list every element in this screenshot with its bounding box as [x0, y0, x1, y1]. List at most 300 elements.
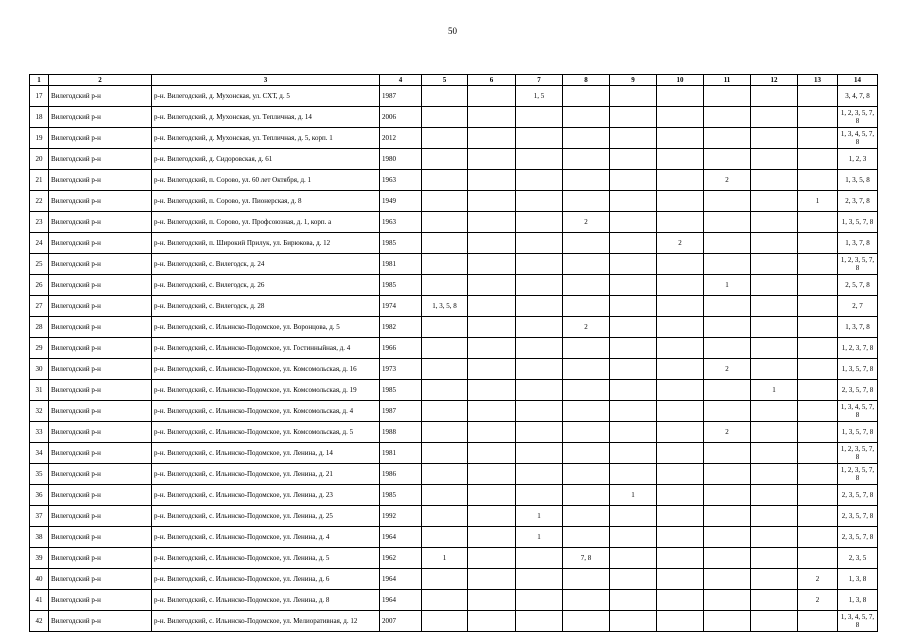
cell-col-12 — [751, 590, 798, 611]
cell-col-12 — [751, 569, 798, 590]
cell-district: Вилегодский р-н — [49, 275, 152, 296]
cell-col-13 — [798, 401, 838, 422]
cell-col-14: 1, 2, 3, 5, 7, 8 — [838, 107, 878, 128]
column-header: 12 — [751, 75, 798, 86]
cell-col-9 — [610, 548, 657, 569]
cell-col-10 — [657, 296, 704, 317]
cell-col-14: 1, 2, 3 — [838, 149, 878, 170]
cell-col-14: 1, 2, 3, 5, 7, 8 — [838, 254, 878, 275]
cell-col-10 — [657, 464, 704, 485]
cell-col-8 — [563, 527, 610, 548]
cell-col-5 — [422, 338, 468, 359]
cell-col-11 — [704, 527, 751, 548]
column-header: 3 — [152, 75, 380, 86]
cell-col-13 — [798, 128, 838, 149]
cell-col-12 — [751, 317, 798, 338]
cell-col-12 — [751, 107, 798, 128]
cell-col-12 — [751, 359, 798, 380]
cell-col-9 — [610, 443, 657, 464]
cell-col-8 — [563, 443, 610, 464]
cell-col-9 — [610, 527, 657, 548]
cell-col-12 — [751, 191, 798, 212]
table-row — [30, 128, 878, 149]
cell-col-7 — [516, 149, 563, 170]
cell-address: р-н. Вилегодский, п. Широкий Прилук, ул. Бирюкова, д. 12 — [152, 233, 380, 254]
cell-col-13 — [798, 338, 838, 359]
cell-col-6 — [468, 359, 516, 380]
cell-district: Вилегодский р-н — [49, 107, 152, 128]
cell-col-5 — [422, 611, 468, 632]
table-body — [30, 86, 878, 632]
cell-col-12 — [751, 254, 798, 275]
cell-col-9 — [610, 149, 657, 170]
cell-col-6 — [468, 506, 516, 527]
cell-col-14: 2, 3, 5, 7, 8 — [838, 506, 878, 527]
cell-col-9 — [610, 506, 657, 527]
cell-col-11 — [704, 590, 751, 611]
table-row — [30, 422, 878, 443]
cell-col-7: 1, 5 — [516, 86, 563, 107]
cell-district: Вилегодский р-н — [49, 569, 152, 590]
cell-col-12 — [751, 86, 798, 107]
cell-col-11 — [704, 548, 751, 569]
cell-col-8 — [563, 506, 610, 527]
column-header: 5 — [422, 75, 468, 86]
table-row — [30, 338, 878, 359]
cell-year: 1963 — [380, 170, 422, 191]
cell-col-13 — [798, 485, 838, 506]
cell-col-7 — [516, 233, 563, 254]
cell-col-7 — [516, 401, 563, 422]
column-header: 4 — [380, 75, 422, 86]
cell-col-6 — [468, 443, 516, 464]
cell-col-9 — [610, 422, 657, 443]
cell-col-9 — [610, 569, 657, 590]
cell-district: Вилегодский р-н — [49, 422, 152, 443]
cell-year: 1949 — [380, 191, 422, 212]
cell-col-8 — [563, 590, 610, 611]
cell-col-6 — [468, 590, 516, 611]
cell-col-6 — [468, 380, 516, 401]
cell-col-7 — [516, 464, 563, 485]
cell-col-5 — [422, 149, 468, 170]
cell-district: Вилегодский р-н — [49, 317, 152, 338]
cell-col-8: 7, 8 — [563, 548, 610, 569]
column-header: 10 — [657, 75, 704, 86]
cell-col-8: 2 — [563, 317, 610, 338]
cell-year: 1985 — [380, 233, 422, 254]
table-row — [30, 569, 878, 590]
cell-col-13 — [798, 380, 838, 401]
cell-col-9: 1 — [610, 485, 657, 506]
cell-year: 1966 — [380, 338, 422, 359]
table-row — [30, 464, 878, 485]
cell-col-13: 1 — [798, 191, 838, 212]
cell-address: р-н. Вилегодский, с. Ильинско-Подомское, ул. Комсомольская, д. 4 — [152, 401, 380, 422]
cell-row-number: 34 — [30, 443, 49, 464]
cell-col-11 — [704, 254, 751, 275]
cell-col-14: 2, 5, 7, 8 — [838, 275, 878, 296]
column-header: 9 — [610, 75, 657, 86]
cell-row-number: 18 — [30, 107, 49, 128]
cell-col-12 — [751, 443, 798, 464]
cell-col-9 — [610, 233, 657, 254]
cell-col-14: 1, 3, 4, 5, 7, 8 — [838, 401, 878, 422]
cell-district: Вилегодский р-н — [49, 548, 152, 569]
cell-col-11 — [704, 611, 751, 632]
cell-col-5 — [422, 401, 468, 422]
cell-col-5 — [422, 485, 468, 506]
cell-col-8 — [563, 149, 610, 170]
table-row — [30, 590, 878, 611]
cell-year: 2012 — [380, 128, 422, 149]
cell-col-5 — [422, 422, 468, 443]
cell-year: 1981 — [380, 443, 422, 464]
cell-col-8 — [563, 233, 610, 254]
cell-row-number: 29 — [30, 338, 49, 359]
cell-district: Вилегодский р-н — [49, 149, 152, 170]
cell-col-9 — [610, 170, 657, 191]
cell-col-11 — [704, 569, 751, 590]
cell-col-10 — [657, 191, 704, 212]
cell-col-8: 2 — [563, 212, 610, 233]
cell-col-12 — [751, 128, 798, 149]
cell-col-11 — [704, 485, 751, 506]
cell-col-10: 2 — [657, 233, 704, 254]
cell-col-10 — [657, 548, 704, 569]
cell-col-12 — [751, 170, 798, 191]
cell-col-8 — [563, 569, 610, 590]
cell-row-number: 19 — [30, 128, 49, 149]
cell-address: р-н. Вилегодский, с. Ильинско-Подомское, ул. Воронцова, д. 5 — [152, 317, 380, 338]
cell-col-9 — [610, 359, 657, 380]
cell-col-8 — [563, 338, 610, 359]
cell-col-5: 1, 3, 5, 8 — [422, 296, 468, 317]
cell-col-8 — [563, 128, 610, 149]
cell-col-10 — [657, 275, 704, 296]
cell-address: р-н. Вилегодский, с. Ильинско-Подомское, ул. Ленина, д. 5 — [152, 548, 380, 569]
cell-col-13 — [798, 254, 838, 275]
cell-col-5 — [422, 317, 468, 338]
cell-district: Вилегодский р-н — [49, 464, 152, 485]
cell-col-14: 1, 2, 3, 7, 8 — [838, 338, 878, 359]
cell-district: Вилегодский р-н — [49, 86, 152, 107]
cell-year: 1981 — [380, 254, 422, 275]
table-row — [30, 296, 878, 317]
table-row — [30, 548, 878, 569]
cell-col-10 — [657, 569, 704, 590]
cell-year: 1985 — [380, 275, 422, 296]
cell-year: 1987 — [380, 401, 422, 422]
cell-row-number: 41 — [30, 590, 49, 611]
cell-col-7 — [516, 422, 563, 443]
cell-col-14: 3, 4, 7, 8 — [838, 86, 878, 107]
cell-col-9 — [610, 590, 657, 611]
table-row — [30, 191, 878, 212]
cell-col-6 — [468, 485, 516, 506]
cell-col-5 — [422, 233, 468, 254]
cell-row-number: 22 — [30, 191, 49, 212]
cell-col-5 — [422, 443, 468, 464]
cell-district: Вилегодский р-н — [49, 170, 152, 191]
cell-col-8 — [563, 611, 610, 632]
cell-col-14: 2, 3, 5, 7, 8 — [838, 380, 878, 401]
cell-year: 1963 — [380, 212, 422, 233]
cell-col-13 — [798, 149, 838, 170]
cell-address: р-н. Вилегодский, с. Ильинско-Подомское, ул. Ленина, д. 4 — [152, 527, 380, 548]
cell-year: 1982 — [380, 317, 422, 338]
cell-col-7 — [516, 590, 563, 611]
cell-col-14: 1, 2, 3, 5, 7, 8 — [838, 443, 878, 464]
cell-col-13 — [798, 107, 838, 128]
cell-col-10 — [657, 506, 704, 527]
cell-col-11 — [704, 128, 751, 149]
cell-col-7 — [516, 296, 563, 317]
cell-col-7 — [516, 170, 563, 191]
cell-col-6 — [468, 569, 516, 590]
cell-row-number: 30 — [30, 359, 49, 380]
cell-row-number: 27 — [30, 296, 49, 317]
cell-col-10 — [657, 338, 704, 359]
cell-col-9 — [610, 296, 657, 317]
cell-year: 1964 — [380, 590, 422, 611]
cell-col-5 — [422, 275, 468, 296]
cell-col-12 — [751, 233, 798, 254]
cell-col-5 — [422, 107, 468, 128]
cell-col-5 — [422, 254, 468, 275]
cell-col-5 — [422, 464, 468, 485]
housing-table — [29, 74, 878, 632]
cell-col-8 — [563, 485, 610, 506]
cell-col-9 — [610, 191, 657, 212]
cell-col-9 — [610, 86, 657, 107]
cell-year: 1980 — [380, 149, 422, 170]
cell-row-number: 40 — [30, 569, 49, 590]
cell-col-12 — [751, 611, 798, 632]
column-header: 13 — [798, 75, 838, 86]
cell-col-9 — [610, 317, 657, 338]
cell-col-7: 1 — [516, 527, 563, 548]
cell-col-5 — [422, 359, 468, 380]
cell-col-12 — [751, 401, 798, 422]
cell-col-10 — [657, 359, 704, 380]
cell-col-6 — [468, 464, 516, 485]
table-row — [30, 107, 878, 128]
cell-row-number: 21 — [30, 170, 49, 191]
cell-address: р-н. Вилегодский, п. Сорово, ул. 60 лет Октября, д. 1 — [152, 170, 380, 191]
cell-col-8 — [563, 401, 610, 422]
cell-address: р-н. Вилегодский, с. Ильинско-Подомское, ул. Ленина, д. 21 — [152, 464, 380, 485]
cell-col-8 — [563, 422, 610, 443]
cell-col-6 — [468, 254, 516, 275]
cell-col-11 — [704, 317, 751, 338]
cell-col-6 — [468, 338, 516, 359]
cell-col-6 — [468, 170, 516, 191]
cell-col-12 — [751, 485, 798, 506]
cell-row-number: 20 — [30, 149, 49, 170]
table-row — [30, 86, 878, 107]
cell-col-7 — [516, 569, 563, 590]
cell-col-11 — [704, 380, 751, 401]
cell-col-13 — [798, 506, 838, 527]
cell-col-13 — [798, 443, 838, 464]
cell-col-12 — [751, 422, 798, 443]
cell-district: Вилегодский р-н — [49, 443, 152, 464]
cell-row-number: 35 — [30, 464, 49, 485]
cell-col-5 — [422, 212, 468, 233]
cell-col-14: 1, 3, 7, 8 — [838, 233, 878, 254]
cell-col-6 — [468, 107, 516, 128]
table-row — [30, 233, 878, 254]
cell-district: Вилегодский р-н — [49, 296, 152, 317]
cell-col-10 — [657, 611, 704, 632]
cell-col-10 — [657, 443, 704, 464]
cell-year: 1962 — [380, 548, 422, 569]
cell-row-number: 28 — [30, 317, 49, 338]
cell-col-9 — [610, 254, 657, 275]
column-header: 7 — [516, 75, 563, 86]
cell-address: р-н. Вилегодский, с. Ильинско-Подомское, ул. Комсомольская, д. 19 — [152, 380, 380, 401]
cell-col-6 — [468, 233, 516, 254]
cell-col-13 — [798, 422, 838, 443]
cell-address: р-н. Вилегодский, с. Ильинско-Подомское, ул. Ленина, д. 14 — [152, 443, 380, 464]
cell-col-13 — [798, 527, 838, 548]
cell-district: Вилегодский р-н — [49, 128, 152, 149]
cell-col-13 — [798, 317, 838, 338]
table-row — [30, 317, 878, 338]
cell-row-number: 37 — [30, 506, 49, 527]
cell-col-6 — [468, 275, 516, 296]
cell-col-7: 1 — [516, 506, 563, 527]
cell-col-7 — [516, 275, 563, 296]
cell-col-14: 2, 3, 5, 7, 8 — [838, 485, 878, 506]
cell-address: р-н. Вилегодский, с. Ильинско-Подомское, ул. Мелиоративная, д. 12 — [152, 611, 380, 632]
cell-col-12 — [751, 212, 798, 233]
table-row — [30, 275, 878, 296]
cell-district: Вилегодский р-н — [49, 611, 152, 632]
cell-col-12 — [751, 527, 798, 548]
cell-col-6 — [468, 317, 516, 338]
cell-col-13 — [798, 275, 838, 296]
cell-col-9 — [610, 128, 657, 149]
column-header: 11 — [704, 75, 751, 86]
cell-row-number: 17 — [30, 86, 49, 107]
cell-col-9 — [610, 380, 657, 401]
cell-col-8 — [563, 380, 610, 401]
cell-col-14: 1, 3, 7, 8 — [838, 317, 878, 338]
cell-col-10 — [657, 254, 704, 275]
table-row — [30, 485, 878, 506]
cell-col-10 — [657, 422, 704, 443]
cell-col-14: 1, 3, 4, 5, 7, 8 — [838, 128, 878, 149]
cell-col-14: 1, 3, 5, 7, 8 — [838, 422, 878, 443]
cell-year: 2006 — [380, 107, 422, 128]
cell-col-9 — [610, 611, 657, 632]
cell-col-5 — [422, 380, 468, 401]
cell-col-11 — [704, 506, 751, 527]
cell-col-7 — [516, 443, 563, 464]
cell-district: Вилегодский р-н — [49, 401, 152, 422]
cell-district: Вилегодский р-н — [49, 590, 152, 611]
cell-col-7 — [516, 485, 563, 506]
cell-col-7 — [516, 548, 563, 569]
cell-col-6 — [468, 296, 516, 317]
cell-col-13 — [798, 464, 838, 485]
cell-address: р-н. Вилегодский, с. Ильинско-Подомское, ул. Ленина, д. 25 — [152, 506, 380, 527]
cell-col-11 — [704, 464, 751, 485]
cell-col-11 — [704, 86, 751, 107]
cell-col-5: 1 — [422, 548, 468, 569]
cell-col-12 — [751, 506, 798, 527]
cell-year: 1974 — [380, 296, 422, 317]
cell-col-7 — [516, 212, 563, 233]
cell-address: р-н. Вилегодский, с. Вилегодск, д. 28 — [152, 296, 380, 317]
table-row — [30, 254, 878, 275]
cell-col-6 — [468, 191, 516, 212]
cell-col-5 — [422, 128, 468, 149]
cell-col-5 — [422, 506, 468, 527]
cell-col-8 — [563, 191, 610, 212]
cell-col-10 — [657, 212, 704, 233]
cell-year: 1973 — [380, 359, 422, 380]
cell-row-number: 32 — [30, 401, 49, 422]
cell-col-7 — [516, 317, 563, 338]
cell-row-number: 38 — [30, 527, 49, 548]
cell-col-6 — [468, 422, 516, 443]
cell-col-9 — [610, 107, 657, 128]
cell-col-11: 1 — [704, 275, 751, 296]
table-header-row — [30, 75, 878, 86]
cell-district: Вилегодский р-н — [49, 233, 152, 254]
cell-col-14: 1, 3, 4, 5, 7, 8 — [838, 611, 878, 632]
table-row — [30, 443, 878, 464]
cell-row-number: 25 — [30, 254, 49, 275]
cell-district: Вилегодский р-н — [49, 338, 152, 359]
cell-col-12 — [751, 548, 798, 569]
cell-address: р-н. Вилегодский, п. Сорово, ул. Пионерская, д. 8 — [152, 191, 380, 212]
cell-address: р-н. Вилегодский, д. Мухонская, ул. Тепличная, д. 5, корп. 1 — [152, 128, 380, 149]
cell-address: р-н. Вилегодский, с. Вилегодск, д. 26 — [152, 275, 380, 296]
cell-col-11 — [704, 401, 751, 422]
cell-col-10 — [657, 380, 704, 401]
cell-col-14: 2, 3, 5, 7, 8 — [838, 527, 878, 548]
cell-year: 1992 — [380, 506, 422, 527]
cell-col-12 — [751, 296, 798, 317]
cell-col-10 — [657, 590, 704, 611]
cell-address: р-н. Вилегодский, д. Мухонская, ул. СХТ, д. 5 — [152, 86, 380, 107]
cell-col-13 — [798, 86, 838, 107]
cell-row-number: 39 — [30, 548, 49, 569]
cell-col-13 — [798, 233, 838, 254]
column-header: 14 — [838, 75, 878, 86]
cell-col-11 — [704, 233, 751, 254]
cell-col-13 — [798, 296, 838, 317]
cell-col-5 — [422, 170, 468, 191]
cell-col-7 — [516, 254, 563, 275]
cell-address: р-н. Вилегодский, п. Сорово, ул. Профсоюзная, д. 1, корп. а — [152, 212, 380, 233]
cell-row-number: 24 — [30, 233, 49, 254]
table-row — [30, 401, 878, 422]
cell-year: 1985 — [380, 485, 422, 506]
cell-col-12 — [751, 464, 798, 485]
cell-col-7 — [516, 359, 563, 380]
cell-col-13 — [798, 170, 838, 191]
cell-col-11 — [704, 107, 751, 128]
cell-address: р-н. Вилегодский, д. Сидоровская, д. 61 — [152, 149, 380, 170]
cell-year: 2007 — [380, 611, 422, 632]
cell-col-5 — [422, 86, 468, 107]
cell-address: р-н. Вилегодский, с. Ильинско-Подомское, ул. Комсомольская, д. 16 — [152, 359, 380, 380]
